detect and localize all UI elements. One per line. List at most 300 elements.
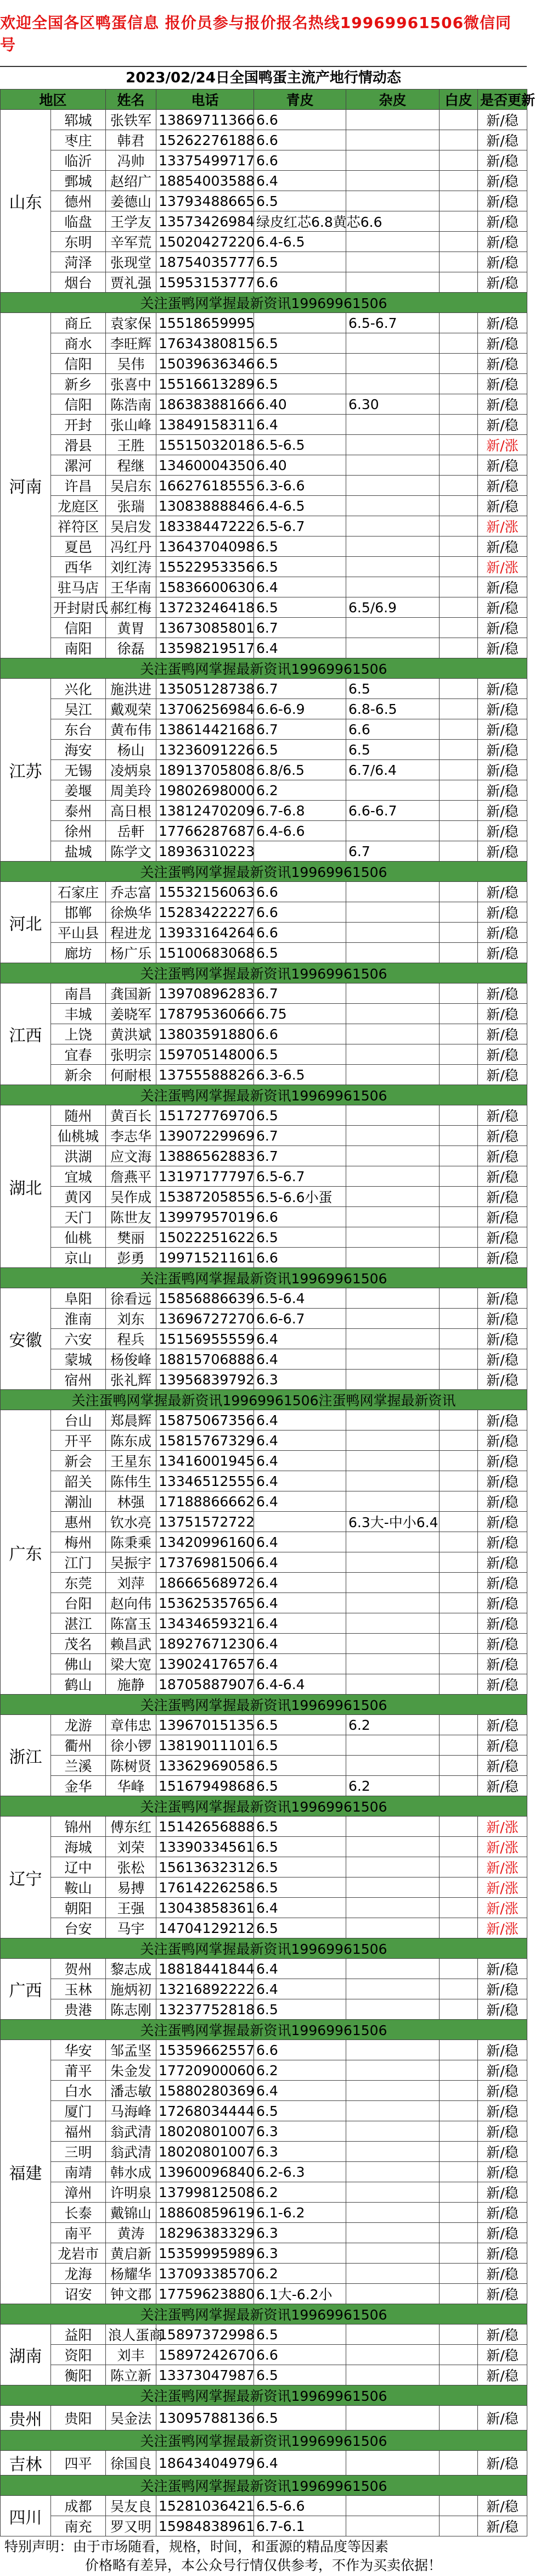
region-cell: 广西 bbox=[1, 1959, 51, 2020]
name-cell: 黄胃 bbox=[106, 618, 156, 638]
mixed-shell-cell bbox=[346, 1329, 440, 1349]
mixed-shell-cell bbox=[346, 1654, 440, 1674]
phone-cell: 13375499717 bbox=[156, 150, 254, 171]
status-cell: 新/稳 bbox=[478, 1309, 527, 1329]
city-cell: 淮南 bbox=[51, 1309, 106, 1329]
name-cell: 张礼辉 bbox=[106, 1370, 156, 1390]
green-shell-cell: 6.2 bbox=[254, 2264, 346, 2284]
status-cell: 新/稳 bbox=[478, 2182, 527, 2203]
phone-cell: 18818441844 bbox=[156, 1959, 254, 1979]
mixed-shell-cell bbox=[346, 1877, 440, 1898]
green-shell-cell: 6.5 bbox=[254, 1756, 346, 1776]
city-cell: 滑县 bbox=[51, 435, 106, 455]
green-shell-cell: 6.5 bbox=[254, 1999, 346, 2020]
name-cell: 陈立新 bbox=[106, 2365, 156, 2385]
status-cell: 新/涨 bbox=[478, 1918, 527, 1938]
mixed-shell-cell bbox=[346, 2243, 440, 2264]
phone-cell: 15039636346 bbox=[156, 354, 254, 374]
table-row bbox=[1, 1451, 527, 1471]
green-shell-cell: 6.5 bbox=[254, 1735, 346, 1756]
phone-cell: 13755588826 bbox=[156, 1065, 254, 1085]
status-cell: 新/稳 bbox=[478, 2040, 527, 2060]
city-cell: 厦门 bbox=[51, 2101, 106, 2121]
table-row bbox=[1, 2496, 527, 2516]
city-cell: 兰溪 bbox=[51, 1756, 106, 1776]
notice-text: 关注蛋鸭网掌握最新资讯19969961506 bbox=[1, 862, 527, 882]
green-shell-cell: 6.6 bbox=[254, 2040, 346, 2060]
green-shell-cell: 6.6 bbox=[254, 882, 346, 902]
phone-cell: 17720900060 bbox=[156, 2060, 254, 2081]
table-row bbox=[1, 415, 527, 435]
name-cell: 彭勇 bbox=[106, 1248, 156, 1268]
table-row bbox=[1, 557, 527, 577]
status-cell: 新/稳 bbox=[478, 1735, 527, 1756]
mixed-shell-cell: 6.6-6.7 bbox=[346, 801, 440, 821]
mixed-shell-cell bbox=[346, 1573, 440, 1593]
white-shell-cell bbox=[440, 557, 478, 577]
white-shell-cell bbox=[440, 2203, 478, 2223]
city-cell: 信阳 bbox=[51, 618, 106, 638]
notice-row bbox=[1, 1695, 527, 1715]
city-cell: 辽中 bbox=[51, 1857, 106, 1877]
city-cell: 菏泽 bbox=[51, 252, 106, 272]
phone-cell: 13573426984 bbox=[156, 211, 254, 232]
phone-cell: 13362969058 bbox=[156, 1756, 254, 1776]
notice-text: 关注蛋鸭网掌握最新资讯19969961506 bbox=[1, 2430, 527, 2451]
mixed-shell-cell bbox=[346, 821, 440, 841]
status-cell: 新/稳 bbox=[478, 760, 527, 780]
table-row bbox=[1, 374, 527, 394]
table-row bbox=[1, 150, 527, 171]
green-shell-cell: 6.5 bbox=[254, 1918, 346, 1938]
mixed-shell-cell bbox=[346, 1126, 440, 1146]
name-cell: 凌炳泉 bbox=[106, 760, 156, 780]
notice-row bbox=[1, 1268, 527, 1288]
mixed-shell-cell bbox=[346, 1248, 440, 1268]
white-shell-cell bbox=[440, 1593, 478, 1613]
table-row bbox=[1, 2142, 527, 2162]
region-cell: 江西 bbox=[1, 984, 51, 1085]
green-shell-cell: 6.7-6.8 bbox=[254, 801, 346, 821]
mixed-shell-cell bbox=[346, 2284, 440, 2304]
phone-cell: 15856886639 bbox=[156, 1288, 254, 1309]
green-shell-cell: 6.6 bbox=[254, 150, 346, 171]
phone-cell: 18927671230 bbox=[156, 1634, 254, 1654]
mixed-shell-cell bbox=[346, 618, 440, 638]
city-cell: 开封尉氏 bbox=[51, 597, 106, 618]
name-cell: 龚国新 bbox=[106, 984, 156, 1004]
name-cell: 黄启新 bbox=[106, 2243, 156, 2264]
name-cell: 马宇 bbox=[106, 1918, 156, 1938]
white-shell-cell bbox=[440, 1979, 478, 1999]
green-shell-cell: 6.7 bbox=[254, 719, 346, 740]
green-shell-cell: 6.6 bbox=[254, 2345, 346, 2365]
region-cell: 河南 bbox=[1, 313, 51, 658]
mixed-shell-cell: 6.5/6.9 bbox=[346, 597, 440, 618]
phone-cell: 13043858361 bbox=[156, 1898, 254, 1918]
status-cell: 新/稳 bbox=[478, 1451, 527, 1471]
table-row bbox=[1, 2121, 527, 2142]
table-row bbox=[1, 1309, 527, 1329]
status-cell: 新/稳 bbox=[478, 1512, 527, 1532]
table-row bbox=[1, 1329, 527, 1349]
status-cell: 新/稳 bbox=[478, 1552, 527, 1573]
green-shell-cell: 6.5 bbox=[254, 374, 346, 394]
notice-text: 关注蛋鸭网掌握最新资讯19969961506 bbox=[1, 2304, 527, 2324]
footer bbox=[0, 2536, 527, 2576]
name-cell: 翁武清 bbox=[106, 2121, 156, 2142]
notice-row bbox=[1, 658, 527, 679]
name-cell: 朱金发 bbox=[106, 2060, 156, 2081]
green-shell-cell: 6.2 bbox=[254, 2182, 346, 2203]
green-shell-cell: 6.5 bbox=[254, 1715, 346, 1735]
green-shell-cell: 6.5-6.6小蛋 bbox=[254, 1187, 346, 1207]
mixed-shell-cell bbox=[346, 272, 440, 293]
city-cell: 鄄城 bbox=[51, 171, 106, 191]
phone-cell: 13960096840 bbox=[156, 2162, 254, 2182]
phone-cell: 13237752818 bbox=[156, 1999, 254, 2020]
footer-note: 价格略有差异，本公众号行情仅供参考，不作为买卖依据！ bbox=[85, 2557, 442, 2573]
white-shell-cell bbox=[440, 171, 478, 191]
phone-cell: 15897242670 bbox=[156, 2345, 254, 2365]
city-cell: 梅州 bbox=[51, 1532, 106, 1552]
city-cell: 三明 bbox=[51, 2142, 106, 2162]
mixed-shell-cell bbox=[346, 354, 440, 374]
city-cell: 泰州 bbox=[51, 801, 106, 821]
green-shell-cell bbox=[254, 313, 346, 333]
table-row bbox=[1, 638, 527, 658]
city-cell: 驻马店 bbox=[51, 577, 106, 597]
mixed-shell-cell bbox=[346, 374, 440, 394]
city-cell: 吴江 bbox=[51, 699, 106, 719]
white-shell-cell bbox=[440, 1857, 478, 1877]
table-row bbox=[1, 1776, 527, 1796]
green-shell-cell: 6.4 bbox=[254, 1451, 346, 1471]
white-shell-cell bbox=[440, 1715, 478, 1735]
name-cell: 王强 bbox=[106, 1898, 156, 1918]
phone-cell: 19802698000 bbox=[156, 780, 254, 801]
city-cell: 天门 bbox=[51, 1207, 106, 1227]
city-cell: 龙游 bbox=[51, 1715, 106, 1735]
status-cell: 新/稳 bbox=[478, 2264, 527, 2284]
mixed-shell-cell bbox=[346, 2101, 440, 2121]
status-cell: 新/稳 bbox=[478, 354, 527, 374]
city-cell: 宿州 bbox=[51, 1370, 106, 1390]
white-shell-cell bbox=[440, 1044, 478, 1065]
green-shell-cell: 6.6 bbox=[254, 923, 346, 943]
green-shell-cell: 6.3 bbox=[254, 2243, 346, 2264]
city-cell: 开平 bbox=[51, 1431, 106, 1451]
white-shell-cell bbox=[440, 2223, 478, 2243]
table-row bbox=[1, 2162, 527, 2182]
white-shell-cell bbox=[440, 1329, 478, 1349]
phone-cell: 15516613289 bbox=[156, 374, 254, 394]
phone-cell: 13420996160 bbox=[156, 1532, 254, 1552]
status-cell: 新/稳 bbox=[478, 394, 527, 415]
green-shell-cell: 6.4 bbox=[254, 2081, 346, 2101]
notice-text: 关注蛋鸭网掌握最新资讯19969961506注蛋鸭网掌握最新资讯 bbox=[1, 1390, 527, 1410]
header-is-new: 是否更新 bbox=[478, 90, 527, 110]
name-cell: 陈世友 bbox=[106, 1207, 156, 1227]
mixed-shell-cell bbox=[346, 2081, 440, 2101]
table-row bbox=[1, 1024, 527, 1044]
green-shell-cell: 6.5 bbox=[254, 333, 346, 354]
name-cell: 赖昌武 bbox=[106, 1634, 156, 1654]
status-cell: 新/稳 bbox=[478, 2451, 527, 2476]
name-cell: 黄布伟 bbox=[106, 719, 156, 740]
table-row bbox=[1, 1593, 527, 1613]
header-region: 地区 bbox=[1, 90, 106, 110]
city-cell: 益阳 bbox=[51, 2324, 106, 2345]
table-row bbox=[1, 1410, 527, 1431]
table-body bbox=[1, 110, 527, 2536]
white-shell-cell bbox=[440, 130, 478, 150]
white-shell-cell bbox=[440, 1999, 478, 2020]
city-cell: 长泰 bbox=[51, 2203, 106, 2223]
phone-cell: 13709338570 bbox=[156, 2264, 254, 2284]
name-cell: 黄涛 bbox=[106, 2223, 156, 2243]
green-shell-cell: 6.4-6.5 bbox=[254, 232, 346, 252]
white-shell-cell bbox=[440, 2406, 478, 2430]
table-row bbox=[1, 1552, 527, 1573]
city-cell: 商水 bbox=[51, 333, 106, 354]
table-row bbox=[1, 2516, 527, 2536]
phone-cell: 13434659321 bbox=[156, 1613, 254, 1634]
mixed-shell-cell bbox=[346, 882, 440, 902]
status-cell: 新/稳 bbox=[478, 1248, 527, 1268]
status-cell: 新/稳 bbox=[478, 130, 527, 150]
status-cell: 新/稳 bbox=[478, 191, 527, 211]
phone-cell: 13460004350 bbox=[156, 455, 254, 476]
green-shell-cell: 6.4 bbox=[254, 1410, 346, 1431]
name-cell: 吴伟 bbox=[106, 354, 156, 374]
status-cell: 新/稳 bbox=[478, 1634, 527, 1654]
status-cell: 新/稳 bbox=[478, 2345, 527, 2365]
status-cell: 新/稳 bbox=[478, 1756, 527, 1776]
phone-cell: 13236091226 bbox=[156, 740, 254, 760]
green-shell-cell: 6.3 bbox=[254, 2121, 346, 2142]
city-cell: 兴化 bbox=[51, 679, 106, 699]
city-cell: 西华 bbox=[51, 557, 106, 577]
name-cell: 张喜中 bbox=[106, 374, 156, 394]
white-shell-cell bbox=[440, 435, 478, 455]
name-cell: 陈伟生 bbox=[106, 1471, 156, 1491]
mixed-shell-cell bbox=[346, 780, 440, 801]
notice-text: 关注蛋鸭网掌握最新资讯19969961506 bbox=[1, 2020, 527, 2040]
phone-cell: 15897372998 bbox=[156, 2324, 254, 2345]
city-cell: 临沂 bbox=[51, 150, 106, 171]
name-cell: 赵绍广 bbox=[106, 171, 156, 191]
phone-cell: 18020801007 bbox=[156, 2121, 254, 2142]
green-shell-cell: 6.4 bbox=[254, 1898, 346, 1918]
name-cell: 黄洪斌 bbox=[106, 1024, 156, 1044]
status-cell: 新/稳 bbox=[478, 1674, 527, 1695]
mixed-shell-cell bbox=[346, 1187, 440, 1207]
phone-cell: 15387205855 bbox=[156, 1187, 254, 1207]
city-cell: 开封 bbox=[51, 415, 106, 435]
green-shell-cell: 6.6 bbox=[254, 130, 346, 150]
table-row bbox=[1, 902, 527, 923]
mixed-shell-cell bbox=[346, 1024, 440, 1044]
name-cell: 杨山 bbox=[106, 740, 156, 760]
status-cell: 新/稳 bbox=[478, 699, 527, 719]
table-row bbox=[1, 597, 527, 618]
green-shell-cell: 6.4 bbox=[254, 1654, 346, 1674]
name-cell: 应文海 bbox=[106, 1146, 156, 1166]
table-row bbox=[1, 2345, 527, 2365]
city-cell: 玉林 bbox=[51, 1979, 106, 1999]
white-shell-cell bbox=[440, 150, 478, 171]
status-cell: 新/稳 bbox=[478, 415, 527, 435]
mixed-shell-cell bbox=[346, 1837, 440, 1857]
city-cell: 福州 bbox=[51, 2121, 106, 2142]
name-cell: 钟文郡 bbox=[106, 2284, 156, 2304]
status-cell: 新/稳 bbox=[478, 374, 527, 394]
status-cell: 新/涨 bbox=[478, 1898, 527, 1918]
phone-cell: 17268034444 bbox=[156, 2101, 254, 2121]
name-cell: 吴友良 bbox=[106, 2496, 156, 2516]
white-shell-cell bbox=[440, 2365, 478, 2385]
name-cell: 陈东成 bbox=[106, 1431, 156, 1451]
mixed-shell-cell bbox=[346, 191, 440, 211]
name-cell: 程进龙 bbox=[106, 923, 156, 943]
table-row bbox=[1, 1715, 527, 1735]
table-row bbox=[1, 2182, 527, 2203]
region-cell: 山东 bbox=[1, 110, 51, 293]
name-cell: 乔志富 bbox=[106, 882, 156, 902]
city-cell: 石家庄 bbox=[51, 882, 106, 902]
city-cell: 南阳 bbox=[51, 638, 106, 658]
city-cell: 漳州 bbox=[51, 2182, 106, 2203]
city-cell: 台阳 bbox=[51, 1593, 106, 1613]
notice-row bbox=[1, 2385, 527, 2406]
mixed-shell-cell bbox=[346, 1532, 440, 1552]
white-shell-cell bbox=[440, 455, 478, 476]
white-shell-cell bbox=[440, 2243, 478, 2264]
city-cell: 鞍山 bbox=[51, 1877, 106, 1898]
green-shell-cell: 6.5-6.7 bbox=[254, 516, 346, 537]
region-cell: 浙江 bbox=[1, 1715, 51, 1796]
table-row bbox=[1, 537, 527, 557]
name-cell: 詹燕平 bbox=[106, 1166, 156, 1187]
city-cell: 烟台 bbox=[51, 272, 106, 293]
mixed-shell-cell bbox=[346, 943, 440, 963]
white-shell-cell bbox=[440, 2040, 478, 2060]
green-shell-cell: 6.6 bbox=[254, 110, 346, 130]
phone-cell: 13861442168 bbox=[156, 719, 254, 740]
green-shell-cell: 6.5 bbox=[254, 1837, 346, 1857]
green-shell-cell: 6.40 bbox=[254, 394, 346, 415]
mixed-shell-cell bbox=[346, 1756, 440, 1776]
white-shell-cell bbox=[440, 1309, 478, 1329]
phone-cell: 15167949868 bbox=[156, 1776, 254, 1796]
mixed-shell-cell bbox=[346, 1105, 440, 1126]
mixed-shell-cell bbox=[346, 333, 440, 354]
city-cell: 蒙城 bbox=[51, 1349, 106, 1370]
city-cell: 南充 bbox=[51, 2516, 106, 2536]
mixed-shell-cell: 6.30 bbox=[346, 394, 440, 415]
phone-cell: 13819011101 bbox=[156, 1735, 254, 1756]
city-cell: 廊坊 bbox=[51, 943, 106, 963]
white-shell-cell bbox=[440, 597, 478, 618]
phone-cell: 15281036421 bbox=[156, 2496, 254, 2516]
notice-text: 关注蛋鸭网掌握最新资讯19969961506 bbox=[1, 658, 527, 679]
phone-cell: 15984838961 bbox=[156, 2516, 254, 2536]
white-shell-cell bbox=[440, 2284, 478, 2304]
city-cell: 黄冈 bbox=[51, 1187, 106, 1207]
phone-cell: 13799812508 bbox=[156, 2182, 254, 2203]
green-shell-cell: 6.5 bbox=[254, 1776, 346, 1796]
table-row bbox=[1, 2284, 527, 2304]
white-shell-cell bbox=[440, 1532, 478, 1552]
city-cell: 潮汕 bbox=[51, 1491, 106, 1512]
city-cell: 宜城 bbox=[51, 1166, 106, 1187]
city-cell: 龙海 bbox=[51, 2264, 106, 2284]
table-row bbox=[1, 780, 527, 801]
status-cell: 新/涨 bbox=[478, 435, 527, 455]
status-cell: 新/稳 bbox=[478, 232, 527, 252]
white-shell-cell bbox=[440, 354, 478, 374]
table-row bbox=[1, 618, 527, 638]
notice-text: 关注蛋鸭网掌握最新资讯19969961506 bbox=[1, 1796, 527, 1817]
name-cell: 刘东 bbox=[106, 1309, 156, 1329]
status-cell: 新/稳 bbox=[478, 1573, 527, 1593]
region-cell: 四川 bbox=[1, 2496, 51, 2536]
mixed-shell-cell bbox=[346, 1451, 440, 1471]
city-cell: 南昌 bbox=[51, 984, 106, 1004]
status-cell: 新/稳 bbox=[478, 2365, 527, 2385]
status-cell: 新/稳 bbox=[478, 1613, 527, 1634]
name-cell: 韩君 bbox=[106, 130, 156, 150]
status-cell: 新/稳 bbox=[478, 110, 527, 130]
green-shell-cell: 6.3-6.5 bbox=[254, 1065, 346, 1085]
white-shell-cell bbox=[440, 2162, 478, 2182]
region-cell: 广东 bbox=[1, 1410, 51, 1695]
table-row bbox=[1, 1959, 527, 1979]
mixed-shell-cell bbox=[346, 537, 440, 557]
green-shell-cell: 6.4 bbox=[254, 1593, 346, 1613]
phone-cell: 13902417657 bbox=[156, 1654, 254, 1674]
white-shell-cell bbox=[440, 1288, 478, 1309]
city-cell: 宜春 bbox=[51, 1044, 106, 1065]
white-shell-cell bbox=[440, 2121, 478, 2142]
mixed-shell-cell bbox=[346, 2182, 440, 2203]
white-shell-cell bbox=[440, 2142, 478, 2162]
name-cell: 浪人蛋商 bbox=[106, 2324, 156, 2345]
table-row bbox=[1, 2324, 527, 2345]
status-cell: 新/稳 bbox=[478, 1004, 527, 1024]
name-cell: 李旺辉 bbox=[106, 333, 156, 354]
mixed-shell-cell bbox=[346, 2223, 440, 2243]
city-cell: 锦州 bbox=[51, 1817, 106, 1837]
region-cell: 湖北 bbox=[1, 1105, 51, 1268]
status-cell: 新/稳 bbox=[478, 211, 527, 232]
status-cell: 新/稳 bbox=[478, 638, 527, 658]
status-cell: 新/稳 bbox=[478, 1024, 527, 1044]
white-shell-cell bbox=[440, 1654, 478, 1674]
table-row bbox=[1, 2060, 527, 2081]
status-cell: 新/涨 bbox=[478, 1877, 527, 1898]
green-shell-cell: 6.3 bbox=[254, 1370, 346, 1390]
name-cell: 施静 bbox=[106, 1674, 156, 1695]
city-cell: 金华 bbox=[51, 1776, 106, 1796]
name-cell: 张现堂 bbox=[106, 252, 156, 272]
name-cell: 徐看远 bbox=[106, 1288, 156, 1309]
status-cell: 新/稳 bbox=[478, 2284, 527, 2304]
status-cell: 新/稳 bbox=[478, 2121, 527, 2142]
city-cell: 阜阳 bbox=[51, 1288, 106, 1309]
city-cell: 夏邑 bbox=[51, 537, 106, 557]
